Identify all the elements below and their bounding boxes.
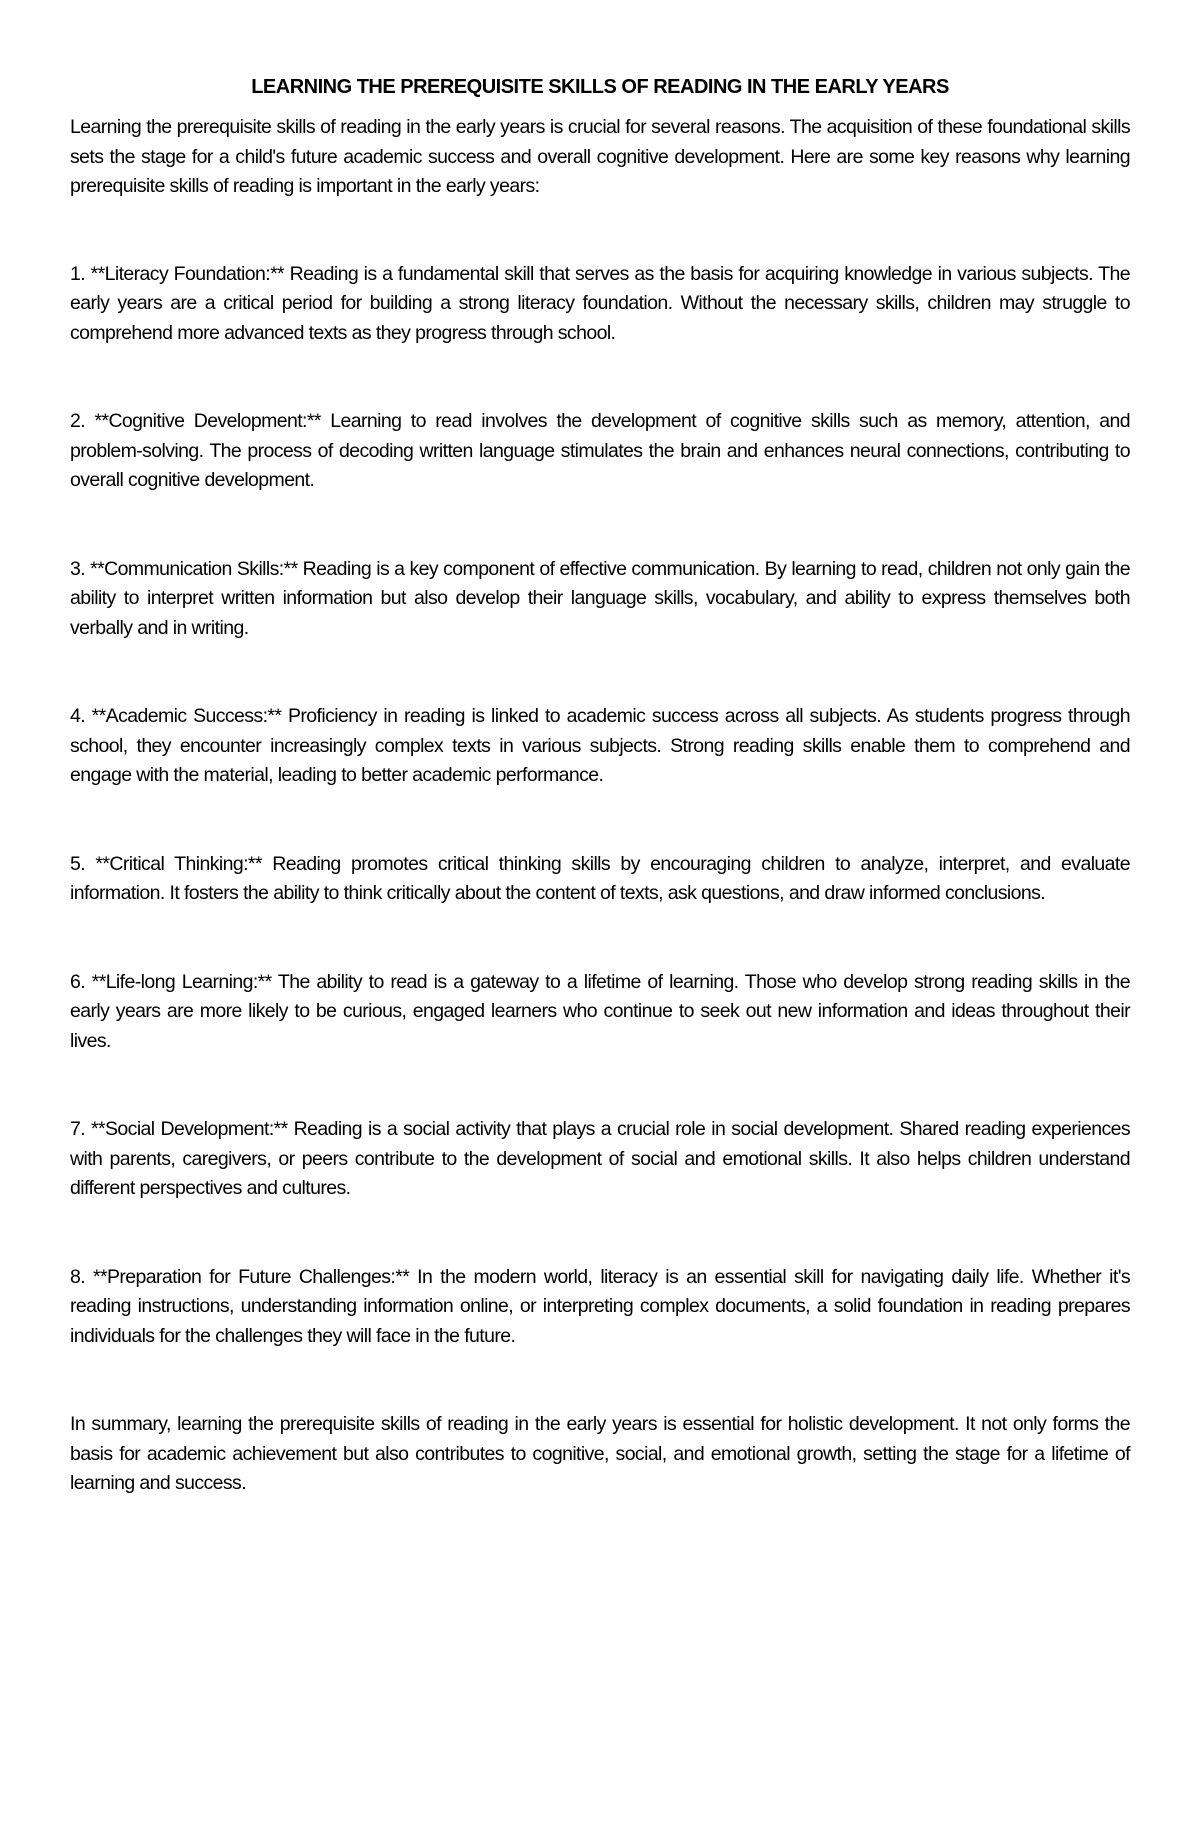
paragraph-spacer bbox=[70, 496, 1130, 555]
paragraph-spacer bbox=[70, 1351, 1130, 1410]
paragraph-spacer bbox=[70, 1056, 1130, 1115]
paragraph-spacer bbox=[70, 909, 1130, 968]
point-6-paragraph: 6. **Life-long Learning:** The ability to read is a gateway to a lifetime of learning. Those who develop strong reading skills in the early years are more likely to be curious, engaged learners who continue to seek out new information and ideas throughout their lives. bbox=[70, 970, 1130, 1052]
document-page bbox=[70, 75, 1130, 1499]
point-2-paragraph: 2. **Cognitive Development:** Learning to read involves the development of cognitive skills such as memory, attention, and problem-solving. The process of decoding written language stimulates the brain and enhances neural connections, contributing to overall cognitive development. bbox=[70, 410, 1130, 491]
point-3-paragraph: 3. **Communication Skills:** Reading is a key component of effective communication. By learning to read, children not only gain the ability to interpret written information but also develop their language skills, vocabulary, and ability to express themselves both verbally and in writing. bbox=[70, 557, 1130, 639]
intro-paragraph: Learning the prerequisite skills of reading in the early years is crucial for several reasons. The acquisition of these foundational skills sets the stage for a child's future academic success and overall cognitive development. Here are some key reasons why learning prerequisite skills of reading is important in the early years: bbox=[70, 116, 1130, 197]
paragraph-spacer bbox=[70, 348, 1130, 407]
document-title: LEARNING THE PREREQUISITE SKILLS OF READING IN THE EARLY YEARS bbox=[251, 76, 949, 98]
point-7-paragraph: 7. **Social Development:** Reading is a social activity that plays a crucial role in social development. Shared reading experiences with parents, caregivers, or peers contribute to the development of social and emotional skills. It also helps children understand different perspectives and cultures. bbox=[70, 1118, 1130, 1199]
summary-paragraph: In summary, learning the prerequisite skills of reading in the early years is essential for holistic development. It not only forms the basis for academic achievement but also contributes to cognitive, social, and emotional growth, setting the stage for a lifetime of learning and success. bbox=[70, 1413, 1130, 1494]
paragraph-spacer bbox=[70, 202, 1130, 260]
point-4-paragraph: 4. **Academic Success:** Proficiency in reading is linked to academic success across all subjects. As students progress through school, they encounter increasingly complex texts in various subjects. Strong reading skills enable them to comprehend and engage with the material, leading to better academic performance. bbox=[70, 705, 1130, 786]
paragraph-spacer bbox=[70, 643, 1130, 702]
point-8-paragraph: 8. **Preparation for Future Challenges:** In the modern world, literacy is an essential skill for navigating daily life. Whether it's reading instructions, understanding information online, or interpreting complex documents, a solid foundation in reading prepares individuals for the challenges they will face in the future. bbox=[70, 1265, 1130, 1347]
paragraph-spacer bbox=[70, 791, 1130, 850]
paragraph-spacer bbox=[70, 1204, 1130, 1263]
point-5-paragraph: 5. **Critical Thinking:** Reading promotes critical thinking skills by encouraging children to analyze, interpret, and evaluate information. It fosters the ability to think critically about the content of texts, ask questions, and draw informed conclusions. bbox=[70, 852, 1130, 904]
point-1-paragraph: 1. **Literacy Foundation:** Reading is a fundamental skill that serves as the basis for acquiring knowledge in various subjects. The early years are a critical period for building a strong literacy foundation. Without the necessary skills, children may struggle to comprehend more advanced texts as they progress through school. bbox=[70, 262, 1130, 344]
